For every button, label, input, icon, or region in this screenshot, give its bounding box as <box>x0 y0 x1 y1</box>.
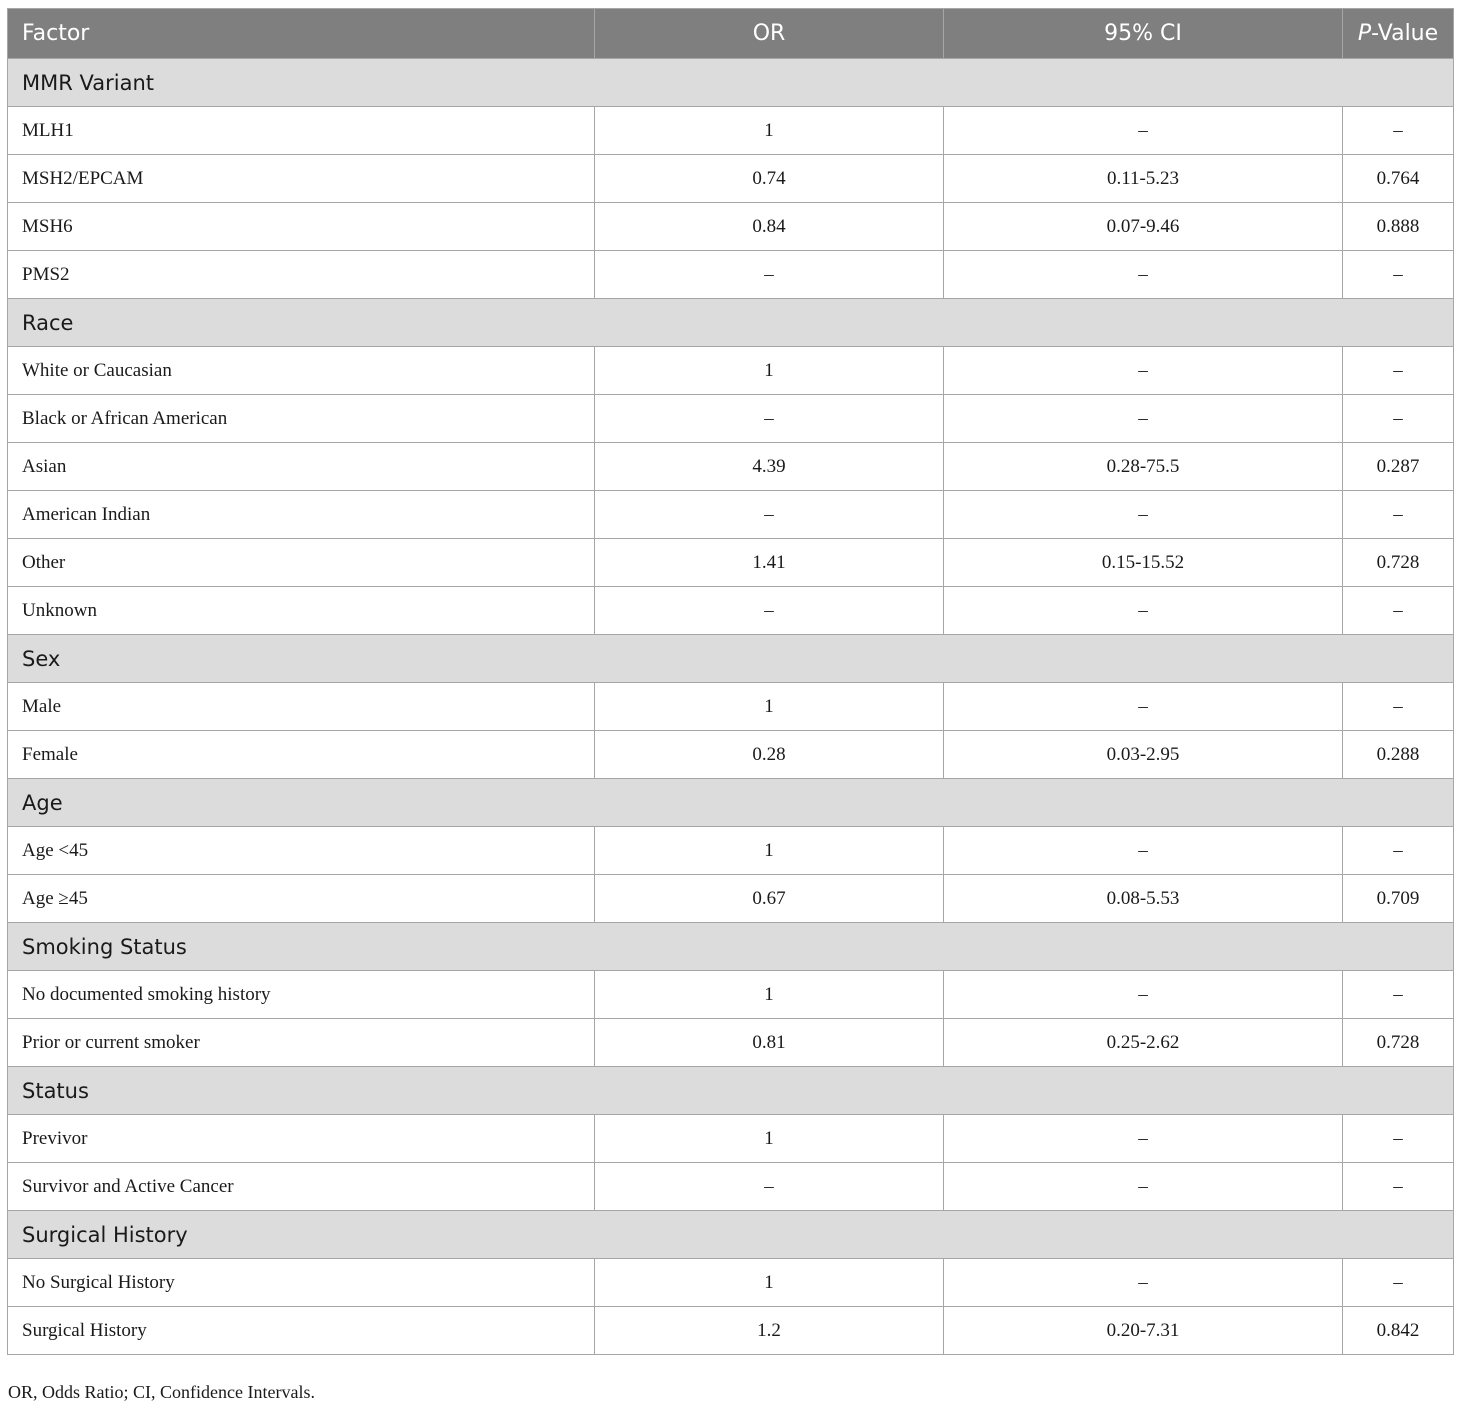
header-p-suffix: -Value <box>1371 21 1439 46</box>
table-row <box>8 491 1454 539</box>
ci-cell: – <box>944 587 1343 635</box>
header-row <box>8 9 1454 59</box>
header-p-value <box>1343 9 1454 59</box>
header-p-italic: P <box>1357 21 1372 46</box>
table-row <box>8 155 1454 203</box>
factor-cell: No Surgical History <box>8 1259 595 1307</box>
p-value-cell: 0.288 <box>1343 731 1454 779</box>
ci-cell: 0.11-5.23 <box>944 155 1343 203</box>
factor-cell: Age <45 <box>8 827 595 875</box>
factor-cell: White or Caucasian <box>8 347 595 395</box>
or-cell: 4.39 <box>595 443 944 491</box>
table-row <box>8 539 1454 587</box>
odds-ratio-table <box>7 8 1454 1355</box>
group-header-row <box>8 779 1454 827</box>
factor-cell: Male <box>8 683 595 731</box>
ci-cell: – <box>944 1259 1343 1307</box>
p-value-cell: – <box>1343 1115 1454 1163</box>
p-value-cell: – <box>1343 395 1454 443</box>
factor-cell: MSH2/EPCAM <box>8 155 595 203</box>
or-cell: 0.84 <box>595 203 944 251</box>
group-title: Age <box>8 779 1454 827</box>
or-cell: 1 <box>595 1115 944 1163</box>
factor-cell: PMS2 <box>8 251 595 299</box>
group-header-row <box>8 59 1454 107</box>
factor-cell: Unknown <box>8 587 595 635</box>
group-header-row <box>8 1067 1454 1115</box>
group-title: Race <box>8 299 1454 347</box>
factor-cell: Other <box>8 539 595 587</box>
ci-cell: – <box>944 827 1343 875</box>
ci-cell: 0.07-9.46 <box>944 203 1343 251</box>
p-value-cell: 0.728 <box>1343 539 1454 587</box>
table-body <box>8 59 1454 1355</box>
p-value-cell: 0.287 <box>1343 443 1454 491</box>
factor-cell: American Indian <box>8 491 595 539</box>
header-ci: 95% CI <box>944 9 1343 59</box>
table-row <box>8 731 1454 779</box>
group-title: Surgical History <box>8 1211 1454 1259</box>
group-title: Smoking Status <box>8 923 1454 971</box>
ci-cell: – <box>944 347 1343 395</box>
ci-cell: – <box>944 395 1343 443</box>
p-value-cell: – <box>1343 1163 1454 1211</box>
table-row <box>8 347 1454 395</box>
p-value-cell: 0.728 <box>1343 1019 1454 1067</box>
p-value-cell: – <box>1343 107 1454 155</box>
ci-cell: 0.25-2.62 <box>944 1019 1343 1067</box>
table-row <box>8 1307 1454 1355</box>
or-cell: 1 <box>595 827 944 875</box>
ci-cell: 0.28-75.5 <box>944 443 1343 491</box>
table-row <box>8 827 1454 875</box>
group-header-row <box>8 635 1454 683</box>
factor-cell: Previvor <box>8 1115 595 1163</box>
or-cell: – <box>595 587 944 635</box>
table-row <box>8 587 1454 635</box>
table-footnote: OR, Odds Ratio; CI, Confidence Intervals. <box>8 1382 315 1402</box>
table-row <box>8 1163 1454 1211</box>
or-cell: 0.74 <box>595 155 944 203</box>
ci-cell: – <box>944 491 1343 539</box>
or-cell: 1.41 <box>595 539 944 587</box>
group-title: MMR Variant <box>8 59 1454 107</box>
factor-cell: Survivor and Active Cancer <box>8 1163 595 1211</box>
or-cell: 1 <box>595 347 944 395</box>
ci-cell: – <box>944 971 1343 1019</box>
p-value-cell: – <box>1343 683 1454 731</box>
or-cell: 1 <box>595 971 944 1019</box>
header-factor: Factor <box>8 9 595 59</box>
p-value-cell: – <box>1343 587 1454 635</box>
factor-cell: Asian <box>8 443 595 491</box>
table-row <box>8 1019 1454 1067</box>
ci-cell: – <box>944 107 1343 155</box>
table-row <box>8 203 1454 251</box>
p-value-cell: 0.764 <box>1343 155 1454 203</box>
or-cell: 1 <box>595 1259 944 1307</box>
factor-cell: No documented smoking history <box>8 971 595 1019</box>
or-cell: 1.2 <box>595 1307 944 1355</box>
factor-cell: Female <box>8 731 595 779</box>
p-value-cell: 0.888 <box>1343 203 1454 251</box>
ci-cell: – <box>944 1163 1343 1211</box>
or-cell: – <box>595 395 944 443</box>
p-value-cell: – <box>1343 491 1454 539</box>
p-value-cell: – <box>1343 827 1454 875</box>
or-cell: 1 <box>595 683 944 731</box>
or-cell: – <box>595 491 944 539</box>
or-cell: – <box>595 251 944 299</box>
group-title: Sex <box>8 635 1454 683</box>
table-row <box>8 1259 1454 1307</box>
p-value-cell: – <box>1343 347 1454 395</box>
p-value-cell: 0.842 <box>1343 1307 1454 1355</box>
or-cell: 0.28 <box>595 731 944 779</box>
table-row <box>8 251 1454 299</box>
table-row <box>8 1115 1454 1163</box>
factor-cell: Prior or current smoker <box>8 1019 595 1067</box>
or-cell: 0.81 <box>595 1019 944 1067</box>
ci-cell: – <box>944 683 1343 731</box>
p-value-cell: – <box>1343 1259 1454 1307</box>
or-cell: – <box>595 1163 944 1211</box>
table-row <box>8 107 1454 155</box>
factor-cell: Surgical History <box>8 1307 595 1355</box>
p-value-cell: – <box>1343 251 1454 299</box>
group-title: Status <box>8 1067 1454 1115</box>
factor-cell: Black or African American <box>8 395 595 443</box>
table-row <box>8 875 1454 923</box>
ci-cell: 0.08-5.53 <box>944 875 1343 923</box>
ci-cell: – <box>944 1115 1343 1163</box>
table-row <box>8 683 1454 731</box>
ci-cell: 0.20-7.31 <box>944 1307 1343 1355</box>
table-row <box>8 971 1454 1019</box>
header-or: OR <box>595 9 944 59</box>
or-cell: 1 <box>595 107 944 155</box>
group-header-row <box>8 299 1454 347</box>
group-header-row <box>8 923 1454 971</box>
table-row <box>8 443 1454 491</box>
ci-cell: 0.15-15.52 <box>944 539 1343 587</box>
p-value-cell: 0.709 <box>1343 875 1454 923</box>
factor-cell: Age ≥45 <box>8 875 595 923</box>
factor-cell: MLH1 <box>8 107 595 155</box>
ci-cell: – <box>944 251 1343 299</box>
table-row <box>8 395 1454 443</box>
p-value-cell: – <box>1343 971 1454 1019</box>
ci-cell: 0.03-2.95 <box>944 731 1343 779</box>
or-cell: 0.67 <box>595 875 944 923</box>
factor-cell: MSH6 <box>8 203 595 251</box>
group-header-row <box>8 1211 1454 1259</box>
